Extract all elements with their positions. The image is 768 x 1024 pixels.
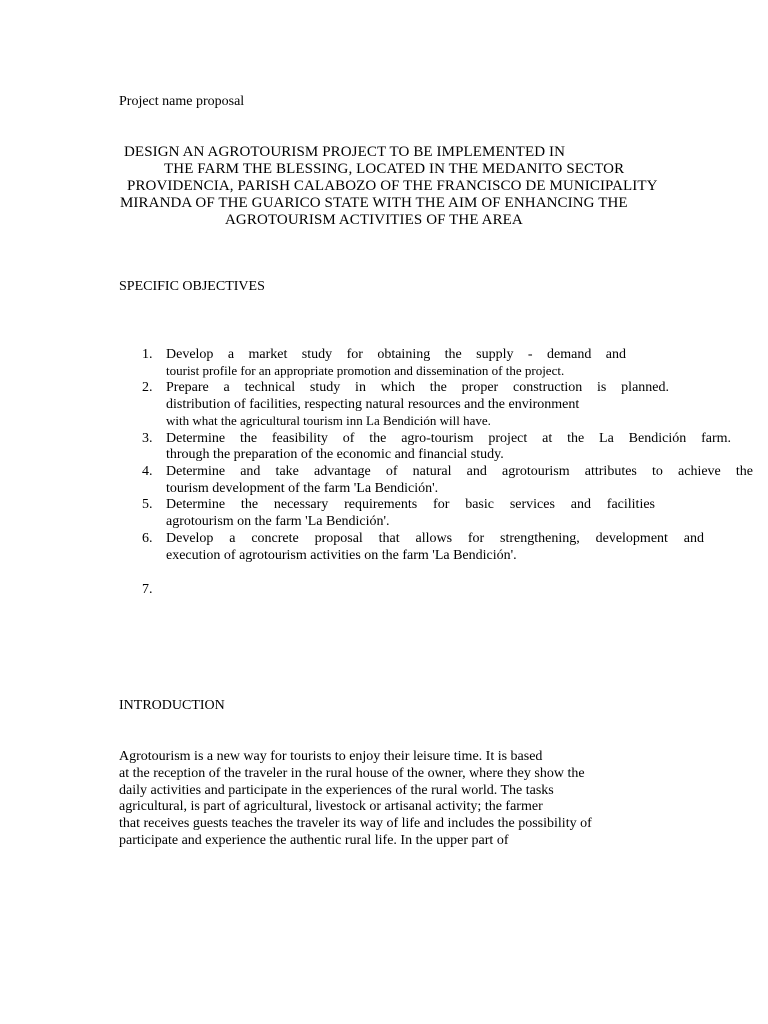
list-item-text: Determine the necessary requirements for basic services and facilities bbox=[166, 497, 655, 512]
project-name-label: Project name proposal bbox=[119, 94, 245, 109]
list-number: 6. bbox=[142, 531, 153, 546]
list-item-text: Develop a concrete proposal that allows for strengthening, development and bbox=[166, 531, 704, 546]
title-line: DESIGN AN AGROTOURISM PROJECT TO BE IMPLEMENTED IN bbox=[124, 144, 566, 160]
list-item-text: distribution of facilities, respecting natural resources and the environment bbox=[166, 397, 580, 412]
paragraph-line: Agrotourism is a new way for tourists to enjoy their leisure time. It is based bbox=[119, 749, 543, 764]
list-item-text: tourism development of the farm 'La Bendición'. bbox=[166, 481, 439, 496]
paragraph-line: agricultural, is part of agricultural, livestock or artisanal activity; the farmer bbox=[119, 799, 543, 814]
list-item-text: Develop a market study for obtaining the supply - demand and bbox=[166, 347, 626, 362]
list-item-text: tourist profile for an appropriate promotion and dissemination of the project. bbox=[166, 363, 565, 378]
list-number: 1. bbox=[142, 347, 153, 362]
list-number: 2. bbox=[142, 380, 153, 395]
list-item-text: Prepare a technical study in which the proper construction is planned. bbox=[166, 380, 669, 395]
list-number: 7. bbox=[142, 582, 153, 597]
paragraph-line: participate and experience the authentic rural life. In the upper part of bbox=[119, 833, 509, 848]
title-line: THE FARM THE BLESSING, LOCATED IN THE MEDANITO SECTOR bbox=[164, 161, 625, 177]
list-item-text: Determine and take advantage of natural and agrotourism attributes to achieve the bbox=[166, 464, 753, 479]
list-number: 3. bbox=[142, 431, 153, 446]
title-line: MIRANDA OF THE GUARICO STATE WITH THE AIM OF ENHANCING THE bbox=[120, 195, 628, 211]
introduction-heading: INTRODUCTION bbox=[119, 698, 225, 713]
list-item-text: with what the agricultural tourism inn La Bendición will have. bbox=[166, 413, 491, 428]
list-item-text: through the preparation of the economic and financial study. bbox=[166, 447, 504, 462]
title-line: AGROTOURISM ACTIVITIES OF THE AREA bbox=[225, 212, 523, 228]
paragraph-line: that receives guests teaches the traveler its way of life and includes the possibility of bbox=[119, 816, 592, 831]
title-line: PROVIDENCIA, PARISH CALABOZO OF THE FRANCISCO DE MUNICIPALITY bbox=[127, 178, 658, 194]
objectives-heading: SPECIFIC OBJECTIVES bbox=[119, 279, 265, 294]
list-item-text: execution of agrotourism activities on the farm 'La Bendición'. bbox=[166, 548, 517, 563]
list-number: 5. bbox=[142, 497, 153, 512]
paragraph-line: at the reception of the traveler in the rural house of the owner, where they show the bbox=[119, 766, 585, 781]
list-item-text: Determine the feasibility of the agro-tourism project at the La Bendición farm. bbox=[166, 431, 731, 446]
list-item-text: agrotourism on the farm 'La Bendición'. bbox=[166, 514, 390, 529]
paragraph-line: daily activities and participate in the experiences of the rural world. The tasks bbox=[119, 783, 554, 798]
list-number: 4. bbox=[142, 464, 153, 479]
